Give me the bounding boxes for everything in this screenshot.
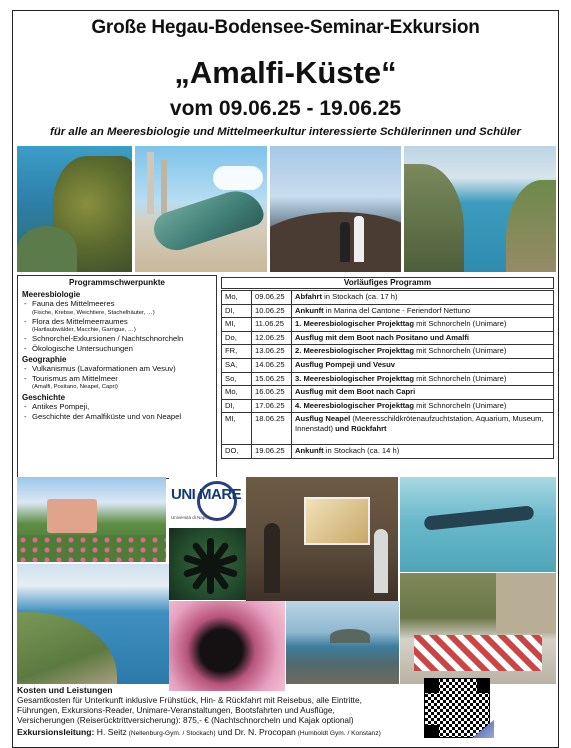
costs-heading: Kosten und Leistungen (17, 685, 113, 695)
program-date: 16.06.25 (252, 386, 292, 400)
photo-snorkeler (400, 477, 556, 572)
logo-text: UNI MARE (171, 486, 242, 503)
program-day: FR, (222, 345, 252, 359)
program-day: DI, (222, 304, 252, 318)
program-activity: Ankunft in Stockach (ca. 14 h) (292, 445, 554, 459)
program-row (222, 358, 554, 372)
focus-item: - Geschichte der Amalfiküste und von Neapel (22, 412, 212, 422)
program-activity: Ausflug Neapel (Meeresschildkrötenaufzuchtstation, Aquarium, Museum, Innenstadt) und Rückfahrt (292, 413, 554, 445)
leaders-line: Exkursionsleitung: H. Seitz (Nellenburg-Gym. / Stockach) und Dr. N. Procopan (Humboldt Gym. / Konstanz) (17, 727, 381, 737)
focus-item: - Tourismus am Mittelmeer (Amalfi, Positano, Neapel, Capri) (22, 374, 212, 392)
flyer-page (12, 10, 559, 748)
focus-item: - Vulkanismus (Lavaformationen am Vesuv) (22, 364, 212, 374)
photo-lecture (246, 477, 398, 601)
program-row (222, 304, 554, 318)
leaders-label: Exkursionsleitung: (17, 727, 95, 737)
costs-line: Versicherungen (Reiserücktrittversicherung): 875,- € (Nachtschnorcheln und Kajak optional) (17, 715, 354, 725)
photo-sea-urchin (169, 601, 285, 691)
focus-box (17, 275, 217, 479)
program-date: 09.06.25 (252, 291, 292, 305)
costs-line: Gesamtkosten für Unterkunft inklusive Frühstück, Hin- & Rückfahrt mit Reisebus, alle Eintritte, (17, 695, 362, 705)
program-activity: 4. Meeresbiologischer Projekttag mit Schnorcheln (Unimare) (292, 399, 554, 413)
focus-section-title: Meeresbiologie (22, 290, 81, 299)
program-row (222, 318, 554, 332)
focus-item: - Antikes Pompeji, (22, 402, 212, 412)
focus-item: - Schnorchel-Exkursionen / Nachtschnorcheln (22, 334, 212, 344)
program-day: DO, (222, 445, 252, 459)
program-activity: Ausflug mit dem Boot nach Positano und Amalfi (292, 331, 554, 345)
photo-pompeii-statue (135, 146, 267, 272)
program-row (222, 331, 554, 345)
qr-code-icon[interactable] (424, 678, 490, 738)
program-day: DI, (222, 399, 252, 413)
focus-section-title: Geographie (22, 355, 67, 364)
program-heading: Vorläufiges Programm (221, 277, 554, 289)
program-row (222, 399, 554, 413)
focus-item: - Fauna des Mittelmeeres (Fische, Krebse, Weichtiere, Stachelhäuter, …) (22, 299, 212, 317)
program-day: Mo, (222, 386, 252, 400)
costs-section (17, 685, 435, 748)
program-activity: 3. Meeresbiologischer Projekttag mit Schnorcheln (Unimare) (292, 372, 554, 386)
program-activity: Ankunft in Marina del Cantone - Feriendorf Nettuno (292, 304, 554, 318)
flyer-subtitle: für alle an Meeresbiologie und Mittelmeerkultur interessierte Schülerinnen und Schüler (50, 126, 521, 138)
logo-small-text: Università di Napoli (171, 515, 210, 520)
photo-underwater-rock (17, 146, 132, 272)
program-row (222, 345, 554, 359)
program-date: 15.06.25 (252, 372, 292, 386)
program-row (222, 372, 554, 386)
flyer-title: Große Hegau-Bodensee-Seminar-Exkursion (91, 17, 480, 38)
program-activity: Abfahrt in Stockach (ca. 17 h) (292, 291, 554, 305)
flyer-main-title: „Amalfi-Küste“ (174, 55, 397, 90)
program-day: Mo, (222, 291, 252, 305)
program-date: 11.06.25 (252, 318, 292, 332)
program-table (221, 290, 554, 459)
program-row (222, 386, 554, 400)
program-activity: 1. Meeresbiologischer Projekttag mit Schnorcheln (Unimare) (292, 318, 554, 332)
program-date: 17.06.25 (252, 399, 292, 413)
photo-outdoor-table (400, 573, 556, 684)
focus-item: - Flora des Mittelmeerraumes (Hartlaubwälder, Macchie, Garrigue, …) (22, 317, 212, 335)
program-box (221, 275, 554, 479)
costs-line: Führungen, Exkursions-Reader, Unimare-Veranstaltungen, Bootsfahrten und Ausflüge, (17, 705, 335, 715)
program-date: 18.06.25 (252, 413, 292, 445)
program-day: So, (222, 372, 252, 386)
photo-vesuvius-hikers (270, 146, 401, 272)
photo-garden-house (17, 477, 166, 562)
program-date: 13.06.25 (252, 345, 292, 359)
unimare-logo (169, 477, 253, 527)
focus-heading: Programmschwerpunkte (68, 278, 165, 287)
program-day: MI, (222, 413, 252, 445)
program-activity: 2. Meeresbiologischer Projekttag mit Schnorcheln (Unimare) (292, 345, 554, 359)
photo-sea-rocks (286, 601, 399, 684)
program-date: 19.06.25 (252, 445, 292, 459)
program-date: 10.06.25 (252, 304, 292, 318)
focus-item: - Ökologische Untersuchungen (22, 344, 212, 354)
program-activity: Ausflug Pompeji und Vesuv (292, 358, 554, 372)
program-day: Do, (222, 331, 252, 345)
program-date: 12.06.25 (252, 331, 292, 345)
program-day: MI, (222, 318, 252, 332)
photo-brittle-star (169, 528, 253, 600)
program-date: 14.06.25 (252, 358, 292, 372)
photo-coastal-cove (404, 146, 556, 272)
focus-section-title: Geschichte (22, 393, 66, 402)
program-row (222, 413, 554, 445)
program-row (222, 291, 554, 305)
program-day: SA, (222, 358, 252, 372)
flyer-date: vom 09.06.25 - 19.06.25 (169, 97, 402, 120)
program-row (222, 445, 554, 459)
photo-coast-village (17, 564, 169, 684)
program-activity: Ausflug mit dem Boot nach Capri (292, 386, 554, 400)
